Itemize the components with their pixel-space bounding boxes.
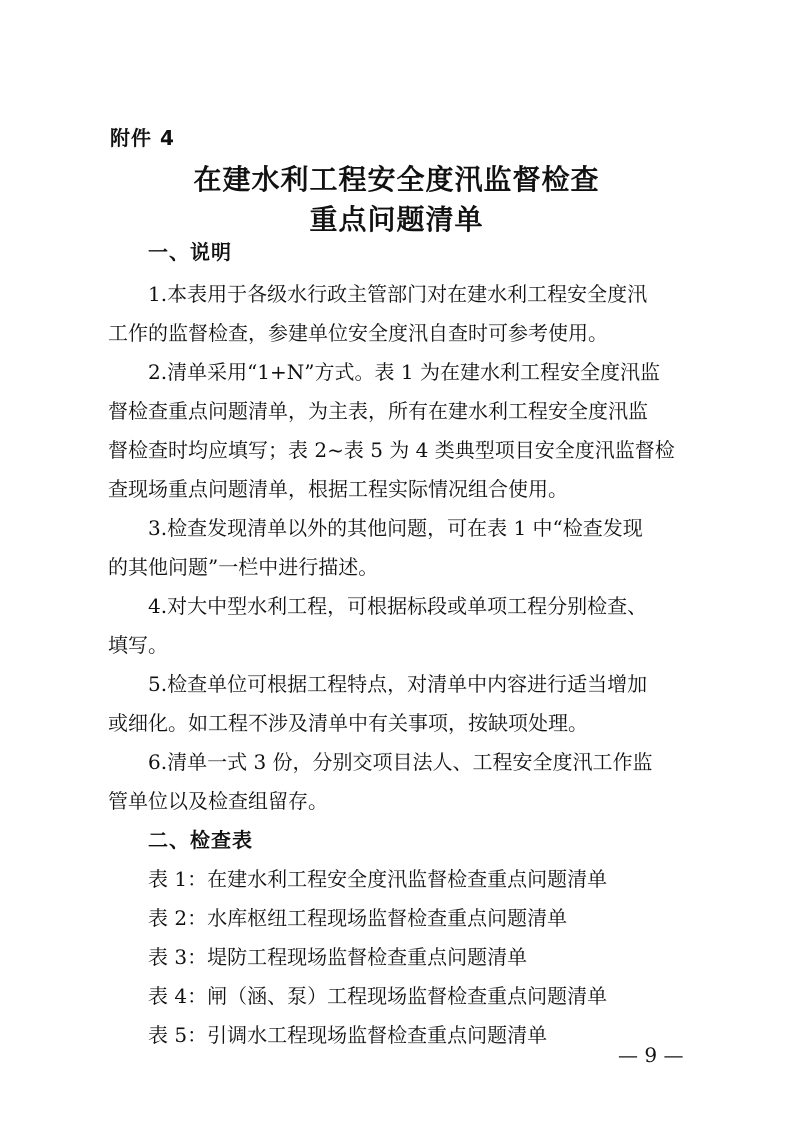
page-number: — 9 — [618,1043,684,1067]
section-heading-check-tables: 二、检查表 [148,828,253,852]
note-1-line-1: 1.本表用于各级水行政主管部门对在建水利工程安全度汛 [148,282,648,306]
note-2-line-4: 查现场重点问题清单，根据工程实际情况组合使用。 [108,477,568,501]
note-4-line-1: 4.对大中型水利工程，可根据标段或单项工程分别检查、 [148,594,648,618]
note-5-line-2: 或细化。如工程不涉及清单中有关事项，按缺项处理。 [108,711,588,735]
note-2-line-3: 督检查时均应填写；表 2~表 5 为 4 类典型项目安全度汛监督检 [108,438,675,462]
attachment-label: 附件 4 [110,126,175,150]
check-table-item-2: 表 2：水库枢纽工程现场监督检查重点问题清单 [148,906,568,930]
note-5-line-1: 5.检查单位可根据工程特点，对清单中内容进行适当增加 [148,672,648,696]
check-table-item-3: 表 3：堤防工程现场监督检查重点问题清单 [148,945,528,969]
document-title-line-1: 在建水利工程安全度汛监督检查 [193,163,600,196]
section-heading-notes: 一、说明 [148,240,232,264]
note-3-line-1: 3.检查发现清单以外的其他问题，可在表 1 中“检查发现 [148,516,643,540]
document-title-line-2: 重点问题清单 [309,203,484,236]
check-table-item-5: 表 5：引调水工程现场监督检查重点问题清单 [148,1023,548,1047]
check-table-item-4: 表 4：闸（涵、泵）工程现场监督检查重点问题清单 [148,984,608,1008]
check-table-item-1: 表 1：在建水利工程安全度汛监督检查重点问题清单 [148,867,608,891]
note-2-line-1: 2.清单采用“1+N”方式。表 1 为在建水利工程安全度汛监 [148,360,660,384]
note-4-line-2: 填写。 [108,633,168,657]
note-1-line-2: 工作的监督检查，参建单位安全度汛自查时可参考使用。 [108,321,608,345]
note-2-line-2: 督检查重点问题清单，为主表，所有在建水利工程安全度汛监 [108,399,648,423]
note-6-line-2: 管单位以及检查组留存。 [108,789,328,813]
note-3-line-2: 的其他问题”一栏中进行描述。 [108,555,379,579]
note-6-line-1: 6.清单一式 3 份，分别交项目法人、工程安全度汛工作监 [148,750,653,774]
